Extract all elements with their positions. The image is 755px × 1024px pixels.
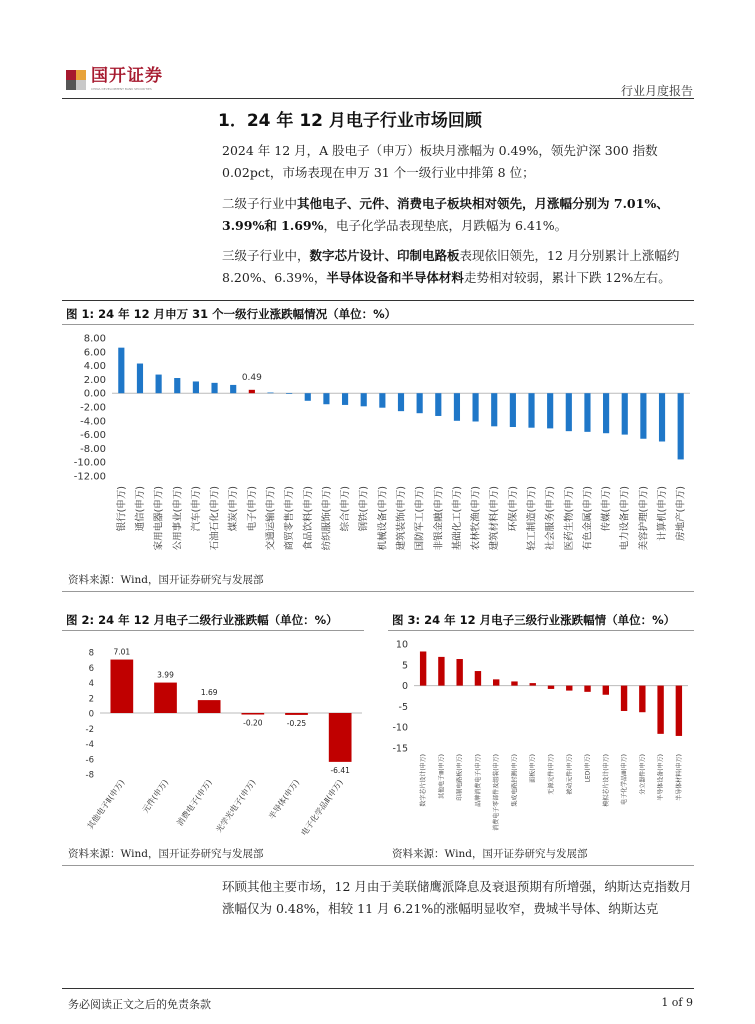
header-divider (62, 98, 694, 99)
fig3-title-rule (388, 630, 694, 631)
x-tick-label-7: 无源元件(申万) (548, 754, 555, 795)
bar-28 (640, 393, 646, 439)
page-number: 1 of 9 (661, 996, 693, 1009)
chart-electronics-level2 (62, 634, 364, 842)
x-tick-label-15: 建筑装饰(申万) (396, 486, 407, 551)
bar-12 (639, 686, 645, 713)
x-tick-label-3: 光学光电子(申万) (214, 777, 258, 835)
bar-8 (267, 393, 273, 394)
x-tick-label-2: 消费电子(申万) (175, 777, 214, 828)
y-tick-label: 6.00 (83, 347, 106, 359)
x-tick-label-6: 煤炭(申万) (228, 486, 240, 532)
fig23-bottom-rule (62, 865, 694, 866)
bar-19 (473, 393, 479, 421)
x-tick-label-0: 其他电子Ⅱ(申万) (85, 777, 127, 831)
paragraph-1: 2024 年 12 月，A 股电子（申万）板块月涨幅为 0.49%，领先沪深 300 指数 0.02pct，市场表现在申万 31 个一级行业中排第 8 位； (222, 143, 658, 180)
fig3-source: 资料来源：Wind，国开证券研究与发展部 (392, 848, 588, 860)
y-tick-label: 8.00 (83, 333, 106, 345)
company-name: 国开证券 (91, 66, 163, 86)
bar-26 (603, 393, 609, 433)
chart-electronics-level3 (388, 634, 694, 842)
y-tick-label: -2.00 (80, 402, 106, 414)
x-tick-label-8: 交通运输(申万) (265, 486, 277, 551)
data-label-4: -0.25 (286, 718, 307, 728)
bar-6 (230, 385, 236, 393)
bar-10 (305, 393, 311, 401)
x-tick-label-28: 美容护理(申万) (638, 486, 650, 551)
y-tick-label: 2.00 (83, 374, 106, 386)
y-tick-label: 0.00 (83, 388, 106, 400)
fig3-title: 图 3: 24 年 12 月电子三级行业涨跌幅情（单位：%） (392, 613, 676, 627)
p2-part-c: ，电子化学品表现垫底，月跌幅为 6.41%。 (323, 218, 568, 233)
x-tick-label-25: 有色金属(申万) (582, 486, 594, 551)
chart-industry-returns (62, 328, 694, 568)
y-tick-label: 10 (395, 639, 408, 651)
bar-5 (329, 713, 352, 762)
bar-14 (379, 393, 385, 407)
x-tick-label-14: 机械设备(申万) (377, 486, 389, 551)
bar-2 (198, 700, 221, 713)
y-tick-label: 0 (88, 709, 94, 720)
y-tick-label: -6 (85, 755, 94, 766)
x-tick-label-4: 半导体(申万) (267, 777, 302, 822)
data-label-1: 3.99 (157, 670, 174, 680)
x-tick-label-16: 国防军工(申万) (414, 486, 426, 551)
p2-part-a: 二级子行业中 (222, 196, 298, 211)
x-tick-label-14: 半导体材料(申万) (675, 754, 683, 801)
y-tick-label: -10.00 (73, 457, 106, 469)
x-tick-label-8: 被动元件(申万) (566, 754, 574, 795)
paragraph-2 (222, 193, 694, 237)
company-name-en: CHINA DEVELOPMENT BANK SECURITIES (91, 87, 152, 91)
x-tick-label-23: 社会服务(申万) (545, 485, 557, 551)
company-logo (66, 68, 163, 91)
x-tick-label-0: 银行(申万) (116, 486, 128, 532)
data-label-3: -0.20 (243, 718, 263, 728)
bar-11 (621, 686, 627, 711)
paragraph-3 (222, 245, 694, 289)
bar-1 (137, 364, 143, 394)
logo-mark-icon (66, 70, 86, 90)
x-tick-label-3: 公用事业(申万) (172, 486, 184, 551)
bar-20 (491, 393, 497, 426)
paragraph-4: 环顾其他主要市场，12 月由于美联储鹰派降息及衰退预期有所增强，纳斯达克指数月涨幅仅为 0.48%，相较 11 月 6.21%的涨幅明显收窄，费城半导体、纳斯达克 (222, 879, 692, 916)
y-tick-label: -10 (392, 722, 408, 734)
x-tick-label-5: 石油石化(申万) (209, 486, 221, 551)
fig2-source: 资料来源：Wind，国开证券研究与发展部 (68, 848, 264, 860)
y-tick-label: -4 (85, 740, 94, 750)
footer-disclaimer: 务必阅读正文之后的免责条款 (68, 998, 211, 1011)
document-type: 行业月度报告 (620, 84, 693, 98)
x-tick-label-9: 商贸零售(申万) (284, 486, 296, 551)
x-tick-label-17: 非银金融(申万) (433, 486, 445, 551)
bar-8 (566, 686, 572, 691)
logo-square-tl (66, 70, 76, 80)
fig1-source: 资料来源：Wind，国开证券研究与发展部 (68, 574, 264, 586)
p3-part-c: 表现依旧领先，12 月分别累计上涨幅约 8.20%、6.39%， (222, 248, 680, 285)
x-tick-label-11: 纺织服饰(申万) (321, 486, 333, 551)
p2-part-b: 其他电子、元件、消费电子板块相对领先，月涨幅分别为 7.01%、3.99%和 1.69% (222, 196, 669, 233)
bar-1 (438, 657, 444, 686)
fig1-bottom-rule (62, 591, 694, 592)
bar-2 (456, 659, 462, 686)
x-tick-label-1: 元件(申万) (140, 777, 171, 815)
bar-18 (454, 393, 460, 421)
footer-divider (62, 988, 694, 989)
bar-15 (398, 393, 404, 411)
y-tick-label: -12.00 (73, 471, 106, 483)
bar-0 (420, 651, 426, 685)
data-label-5: -6.41 (330, 765, 350, 775)
bar-27 (622, 393, 628, 434)
bar-4 (193, 381, 199, 393)
bar-12 (342, 393, 348, 405)
bar-13 (361, 393, 367, 406)
x-tick-label-13: 半导体设备(申万) (657, 754, 665, 801)
bar-7 (249, 390, 255, 393)
x-tick-label-30: 房地产(申万) (675, 486, 687, 541)
data-label-2: 1.69 (200, 688, 218, 698)
x-tick-label-1: 通信(申万) (134, 486, 146, 532)
y-tick-label: 4 (88, 679, 94, 689)
data-label-0: 7.01 (113, 647, 131, 657)
x-tick-label-1: 其他电子Ⅲ(申万) (438, 754, 446, 799)
x-tick-label-3: 品牌消费电子(申万) (474, 754, 482, 807)
bar-9 (584, 686, 590, 692)
x-tick-label-12: 综合(申万) (340, 486, 352, 532)
bar-25 (584, 393, 590, 432)
fig1-title-rule (62, 324, 694, 325)
x-tick-label-27: 电力设备(申万) (619, 486, 631, 551)
x-tick-label-5: 集成电路封测(申万) (511, 754, 519, 807)
p3-part-e: 走势相对较弱，累计下跌 12%左右。 (463, 270, 671, 285)
x-tick-label-5: 电子化学品Ⅱ(申万) (299, 777, 345, 838)
y-tick-label: 4.00 (83, 361, 106, 373)
bar-11 (323, 393, 329, 404)
x-tick-label-18: 基础化工(申万) (451, 486, 463, 551)
bar-17 (435, 393, 441, 416)
y-tick-label: 5 (401, 660, 408, 672)
section-title: 1．24 年 12 月电子行业市场回顾 (218, 111, 482, 131)
bar-3 (174, 378, 180, 393)
bar-5 (511, 681, 517, 685)
y-tick-label: -8.00 (80, 443, 106, 455)
bar-7 (548, 686, 554, 689)
x-tick-label-4: 汽车(申万) (190, 486, 202, 532)
bar-2 (156, 375, 162, 394)
x-tick-label-10: 食品饮料(申万) (302, 486, 314, 551)
y-tick-label: -8 (85, 770, 94, 781)
bar-0 (110, 660, 133, 713)
bar-3 (241, 713, 264, 715)
bar-24 (566, 393, 572, 431)
x-tick-label-7: 电子(申万) (246, 486, 258, 532)
x-tick-label-29: 计算机(申万) (657, 486, 669, 541)
bar-9 (286, 393, 292, 394)
y-tick-label: -2 (85, 724, 94, 735)
x-tick-label-13: 钢铁(申万) (358, 486, 370, 532)
y-tick-label: -15 (392, 743, 408, 755)
x-tick-label-20: 建筑材料(申万) (489, 486, 501, 551)
bar-29 (659, 393, 665, 441)
x-tick-label-22: 轻工制造(申万) (526, 485, 538, 551)
bar-4 (493, 679, 499, 685)
fig1-top-rule (62, 300, 694, 301)
x-tick-label-19: 农林牧渔(申万) (470, 486, 482, 551)
bar-10 (603, 686, 609, 695)
bar-3 (475, 671, 481, 686)
bar-22 (528, 393, 534, 428)
p3-part-b: 数字芯片设计、印制电路板 (309, 248, 460, 263)
highlight-label: 0.49 (241, 372, 262, 383)
x-tick-label-4: 消费电子零部件及组装(申万) (493, 754, 501, 831)
x-tick-label-9: LED(申万) (584, 754, 592, 783)
bar-21 (510, 393, 516, 427)
bar-6 (530, 683, 536, 685)
x-tick-label-24: 医药生物(申万) (563, 486, 575, 551)
bar-5 (211, 383, 217, 393)
p3-part-a: 三级子行业中， (222, 248, 310, 263)
x-tick-label-26: 传媒(申万) (601, 486, 613, 532)
y-tick-label: -5 (398, 701, 408, 713)
y-tick-label: 0 (401, 681, 408, 693)
x-tick-label-11: 电子化学品Ⅲ(申万) (621, 754, 629, 805)
y-tick-label: 8 (88, 648, 94, 659)
bar-23 (547, 393, 553, 428)
fig1-title: 图 1: 24 年 12 月申万 31 个一级行业涨跌幅情况（单位：%） (66, 307, 397, 321)
y-tick-label: 2 (88, 694, 94, 705)
y-tick-label: 6 (88, 663, 94, 674)
x-tick-label-6: 面板(申万) (529, 754, 537, 783)
y-tick-label: -6.00 (80, 430, 106, 442)
x-tick-label-0: 数字芯片设计(申万) (420, 754, 428, 807)
x-tick-label-2: 印制电路板(申万) (456, 754, 464, 801)
bar-16 (417, 393, 423, 413)
logo-square-tr (76, 70, 86, 80)
bar-1 (154, 683, 177, 713)
p3-part-d: 半导体设备和半导体材料 (326, 270, 464, 285)
x-tick-label-10: 模拟芯片设计(申万) (602, 754, 610, 807)
bar-0 (118, 348, 124, 394)
fig2-title: 图 2: 24 年 12 月电子二级行业涨跌幅（单位：%） (66, 613, 338, 627)
bar-4 (285, 713, 308, 715)
x-tick-label-2: 家用电器(申万) (153, 486, 165, 551)
fig2-title-rule (62, 630, 364, 631)
bar-30 (678, 393, 684, 459)
bar-14 (676, 686, 682, 736)
logo-square-br (76, 80, 86, 90)
x-tick-label-12: 分立器件(申万) (639, 754, 647, 795)
logo-square-bl (66, 80, 76, 90)
bar-13 (657, 686, 663, 734)
y-tick-label: -4.00 (80, 416, 106, 428)
x-tick-label-21: 环保(申万) (507, 486, 519, 532)
